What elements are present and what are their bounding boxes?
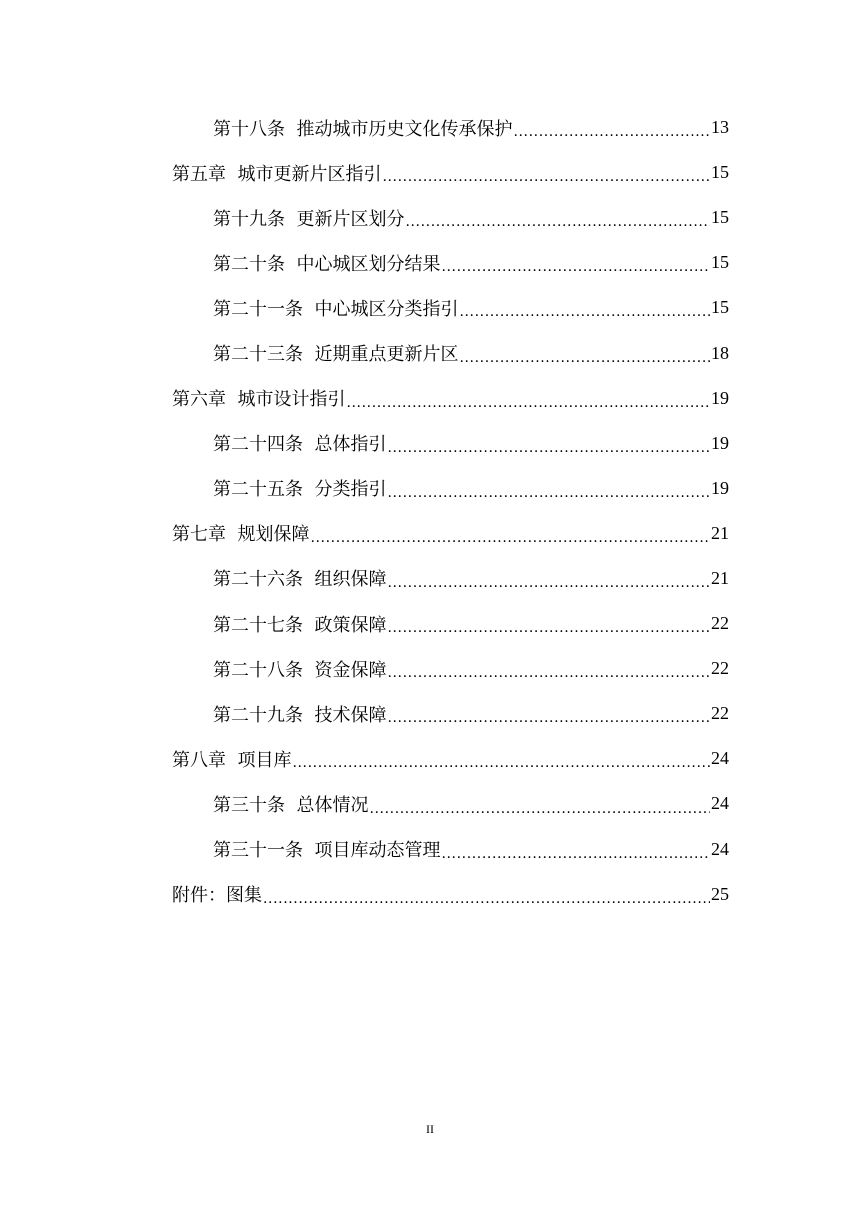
toc-entry-page: 25	[711, 883, 729, 904]
toc-entry-page: 24	[711, 838, 729, 859]
toc-leader-dots	[346, 396, 710, 421]
toc-entry-title: 第三十一条 项目库动态管理	[213, 840, 441, 862]
toc-entry-page: 24	[711, 748, 729, 769]
toc-entry-title: 第二十四条 总体指引	[213, 434, 387, 456]
toc-entry[interactable]	[0, 691, 860, 736]
toc-entry-page: 15	[711, 162, 729, 183]
toc-entry-title: 第二十一条 中心城区分类指引	[213, 298, 459, 320]
toc-entry-title: 第五章 城市更新片区指引	[172, 163, 382, 185]
toc-entry[interactable]	[0, 421, 860, 466]
toc-leader-dots	[387, 621, 710, 646]
table-of-contents	[0, 105, 860, 917]
toc-entry-page: 15	[711, 297, 729, 318]
toc-leader-dots	[369, 802, 710, 827]
toc-entry[interactable]	[0, 736, 860, 781]
toc-entry-page: 22	[711, 658, 729, 679]
toc-leader-dots	[382, 170, 710, 195]
toc-entry-title: 第七章 规划保障	[172, 524, 310, 546]
toc-entry[interactable]	[0, 150, 860, 195]
toc-leader-dots	[387, 441, 710, 466]
toc-entry-title: 第十八条 推动城市历史文化传承保护	[213, 118, 513, 140]
toc-entry[interactable]	[0, 556, 860, 601]
toc-entry-page: 15	[711, 252, 729, 273]
toc-entry-title: 第二十七条 政策保障	[213, 614, 387, 636]
toc-entry[interactable]	[0, 240, 860, 285]
toc-entry-page: 19	[711, 432, 729, 453]
toc-leader-dots	[459, 351, 710, 376]
toc-entry[interactable]	[0, 781, 860, 826]
toc-entry-page: 21	[711, 522, 729, 543]
toc-entry-title: 第十九条 更新片区划分	[213, 208, 405, 230]
toc-leader-dots	[387, 711, 710, 736]
toc-entry-page: 15	[711, 207, 729, 228]
toc-entry[interactable]	[0, 330, 860, 375]
toc-leader-dots	[387, 576, 710, 601]
toc-entry-title: 附件：图集	[172, 885, 262, 907]
toc-leader-dots	[387, 666, 710, 691]
toc-entry[interactable]	[0, 376, 860, 421]
toc-leader-dots	[387, 486, 710, 511]
toc-entry[interactable]	[0, 195, 860, 240]
toc-entry-title: 第三十条 总体情况	[213, 794, 369, 816]
toc-leader-dots	[263, 892, 710, 917]
toc-entry-title: 第二十六条 组织保障	[213, 569, 387, 591]
toc-entry[interactable]	[0, 511, 860, 556]
toc-entry-title: 第六章 城市设计指引	[172, 389, 346, 411]
toc-entry[interactable]	[0, 466, 860, 511]
toc-entry-page: 21	[711, 567, 729, 588]
toc-entry-title: 第二十五条 分类指引	[213, 479, 387, 501]
toc-leader-dots	[459, 305, 710, 330]
toc-entry[interactable]	[0, 285, 860, 330]
toc-entry-page: 24	[711, 793, 729, 814]
toc-entry-title: 第二十八条 资金保障	[213, 659, 387, 681]
toc-entry-title: 第八章 项目库	[172, 749, 292, 771]
toc-entry-page: 13	[711, 117, 729, 138]
toc-entry-title: 第二十三条 近期重点更新片区	[213, 344, 459, 366]
toc-leader-dots	[441, 260, 710, 285]
toc-entry-page: 18	[711, 342, 729, 363]
toc-leader-dots	[292, 756, 710, 781]
toc-entry[interactable]	[0, 872, 860, 917]
toc-leader-dots	[441, 847, 710, 872]
toc-entry[interactable]	[0, 827, 860, 872]
toc-entry-page: 19	[711, 477, 729, 498]
toc-leader-dots	[405, 215, 710, 240]
toc-entry[interactable]	[0, 105, 860, 150]
toc-entry-page: 19	[711, 387, 729, 408]
toc-entry-title: 第二十九条 技术保障	[213, 704, 387, 726]
toc-entry-title: 第二十条 中心城区划分结果	[213, 253, 441, 275]
toc-entry-page: 22	[711, 703, 729, 724]
toc-leader-dots	[310, 531, 710, 556]
toc-entry-page: 22	[711, 613, 729, 634]
toc-leader-dots	[513, 125, 710, 150]
page-number: II	[426, 1122, 434, 1136]
toc-entry[interactable]	[0, 601, 860, 646]
toc-entry[interactable]	[0, 646, 860, 691]
